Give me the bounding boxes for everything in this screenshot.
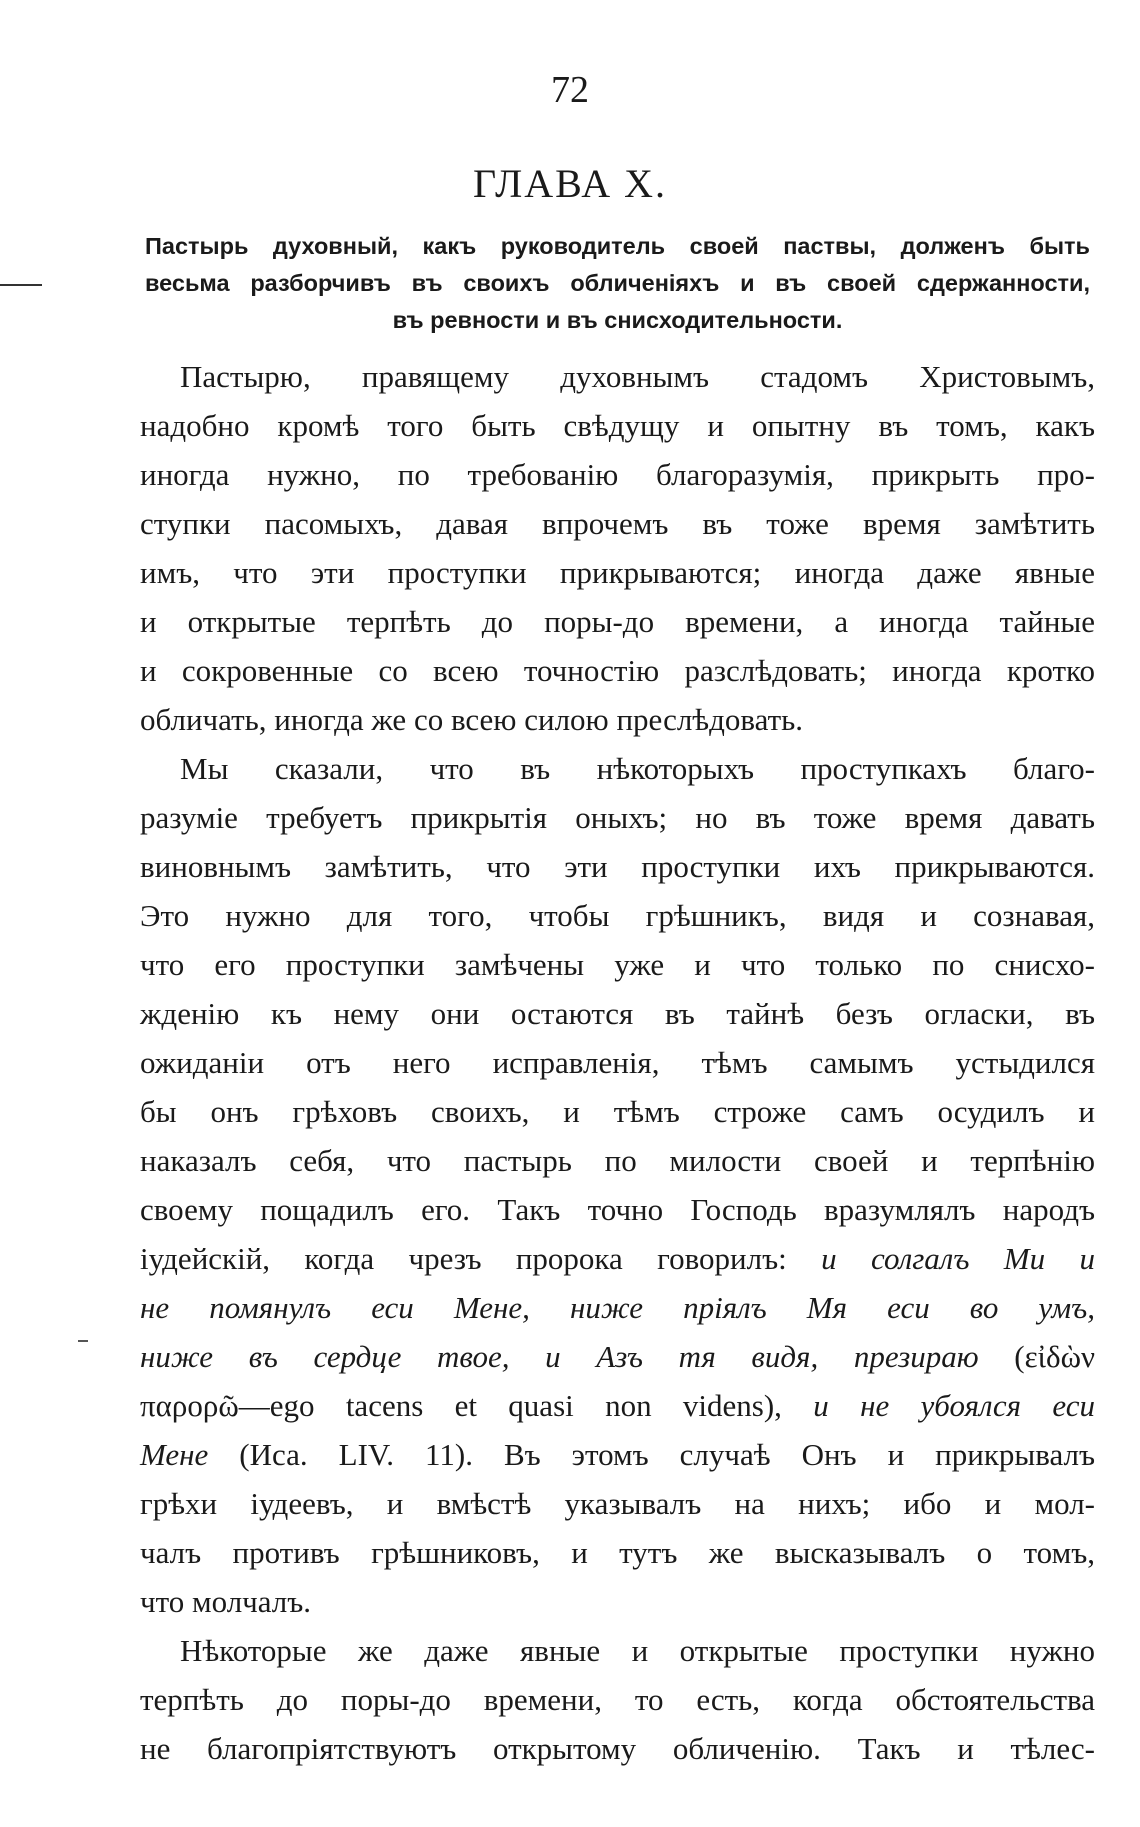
quote-line <box>140 1332 1095 1381</box>
quote-greek: παρορῶ—ego tacens et quasi non videns), <box>140 1388 782 1423</box>
body-text <box>140 352 1095 1773</box>
text-line: и открытые терпѣть до поры-до времени, а иногда тайные <box>140 604 1095 639</box>
text-span: (Иса. LIV. 11). Въ этомъ случаѣ Онъ и прикрывалъ <box>239 1437 1095 1472</box>
summary-line: весьма разборчивъ въ своихъ обличеніяхъ и въ своей сдержанности, <box>145 270 1090 296</box>
page-number: 72 <box>551 69 589 111</box>
text-line: имъ, что эти проступки прикрываются; иногда даже явные <box>140 555 1095 590</box>
text-line: обличать, иногда же со всею силою преслѣдовать. <box>140 702 804 737</box>
summary-line: въ ревности и въ снисходительности. <box>392 307 843 333</box>
text-line <box>140 1234 1095 1283</box>
text-line: разуміе требуетъ прикрытія оныхъ; но въ тоже время давать <box>140 800 1095 835</box>
chapter-title: ГЛАВА Х. <box>472 161 668 206</box>
text-line: наказалъ себя, что пастырь по милости своей и терпѣнію <box>140 1143 1095 1178</box>
text-line: Мы сказали, что въ нѣкоторыхъ проступкахъ благо- <box>180 751 1095 786</box>
margin-mark <box>0 284 42 286</box>
text-line: иногда нужно, по требованію благоразумія, прикрыть про- <box>140 457 1095 492</box>
quote-line <box>140 1430 1095 1479</box>
quote-italic: и не убоялся еси <box>813 1388 1095 1423</box>
text-line: Пастырю, правящему духовнымъ стадомъ Христовымъ, <box>180 359 1095 394</box>
text-line: бы онъ грѣховъ своихъ, и тѣмъ строже самъ осудилъ и <box>140 1094 1095 1129</box>
text-line: и сокровенные со всею точностію разслѣдовать; иногда кротко <box>140 653 1095 688</box>
text-line: что его проступки замѣчены уже и что только по снисхо- <box>140 947 1095 982</box>
text-span: іудейскій, когда чрезъ пророка говорилъ: <box>140 1241 787 1276</box>
margin-mark <box>78 1340 88 1342</box>
text-line: виновнымъ замѣтить, что эти проступки ихъ прикрываются. <box>140 849 1095 884</box>
text-line: терпѣть до поры-до времени, то есть, когда обстоятельства <box>140 1682 1095 1717</box>
summary-line: Пастырь духовный, какъ руководитель своей паствы, долженъ быть <box>145 233 1090 259</box>
quote-greek: (εἰδὼν <box>1014 1339 1095 1374</box>
text-line: ступки пасомыхъ, давая впрочемъ въ тоже время замѣтить <box>140 506 1095 541</box>
quote-italic: Мене <box>140 1437 209 1472</box>
text-line: ожиданіи отъ него исправленія, тѣмъ самымъ устыдился <box>140 1045 1095 1080</box>
text-line: Нѣкоторые же даже явные и открытые проступки нужно <box>180 1633 1095 1668</box>
text-line: надобно кромѣ того быть свѣдущу и опытну въ томъ, какъ <box>140 408 1095 443</box>
quote-line: не помянулъ еси Мене, ниже пріялъ Мя еси во умъ, <box>140 1290 1095 1325</box>
text-line: своему пощадилъ его. Такъ точно Господь вразумлялъ народъ <box>140 1192 1095 1227</box>
text-line: что молчалъ. <box>140 1584 312 1619</box>
text-line: грѣхи іудеевъ, и вмѣстѣ указывалъ на нихъ; ибо и мол- <box>140 1486 1095 1521</box>
text-line: не благопріятствуютъ открытому обличенію. Такъ и тѣлес- <box>140 1731 1095 1766</box>
text-line: Это нужно для того, чтобы грѣшникъ, видя и сознавая, <box>140 898 1095 933</box>
text-line: жденію къ нему они остаются въ тайнѣ безъ огласки, въ <box>140 996 1095 1031</box>
quote-italic: ниже въ сердце твое, и Азъ тя видя, презираю <box>140 1339 979 1374</box>
quote-line <box>140 1381 1095 1430</box>
chapter-summary <box>145 228 1090 339</box>
text-line: чалъ противъ грѣшниковъ, и тутъ же высказывалъ о томъ, <box>140 1535 1095 1570</box>
quote-italic: и солгалъ Ми и <box>821 1241 1095 1276</box>
